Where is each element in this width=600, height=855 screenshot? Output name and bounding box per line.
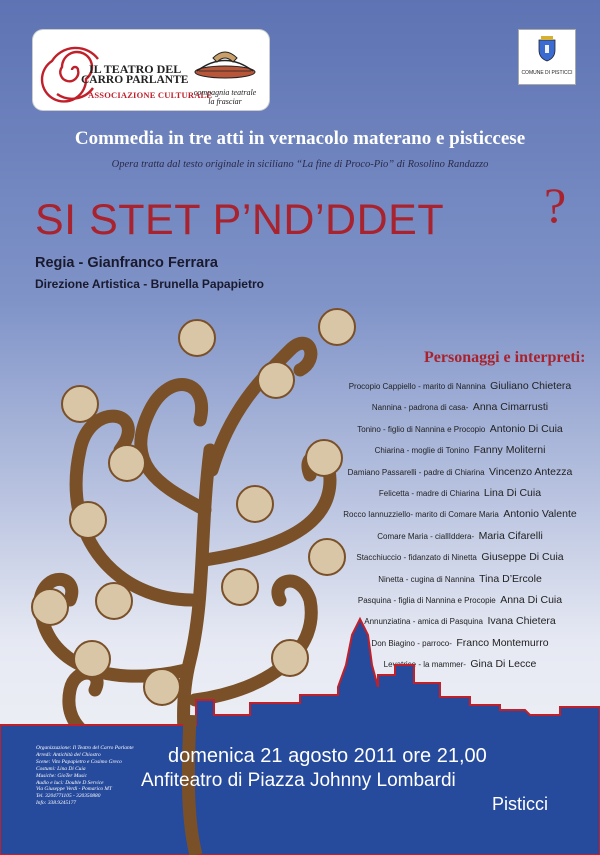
subtitle: Commedia in tre atti in vernacolo materano e pisticcese xyxy=(74,128,526,149)
play-title: SI STET P’ND’DDET xyxy=(35,196,445,244)
comune-crest-icon xyxy=(537,36,557,62)
cast-row: Damiano Passarelli - padre di Chiarina Vincenzo Antezza xyxy=(347,465,573,478)
portrait-bubble xyxy=(306,440,342,476)
company-label: compagnia teatrale la frasciar xyxy=(193,88,257,106)
portrait-bubble xyxy=(258,362,294,398)
comune-logo-box xyxy=(518,29,576,85)
theatre-association-label: ASSOCIAZIONE CULTURALE xyxy=(88,90,213,100)
director-line: Regia - Gianfranco Ferrara xyxy=(35,255,218,271)
event-date: domenica 21 agosto 2011 ore 21,00 xyxy=(168,745,487,767)
portrait-bubble xyxy=(62,386,98,422)
portrait-bubble xyxy=(179,320,215,356)
cast-row: Stacchiuccio - fidanzato di Ninetta Giuseppe Di Cuia xyxy=(356,551,564,564)
event-venue: Anfiteatro di Piazza Johnny Lombardi xyxy=(141,770,456,791)
theatre-logo-box xyxy=(33,30,269,110)
cast-row: Tonino - figlio di Nannina e Procopio Antonio Di Cuia xyxy=(357,422,563,435)
cast-row: Procopio Cappiello - marito di Nannina Giuliano Chietera xyxy=(348,380,572,392)
portrait-bubble xyxy=(109,445,145,481)
cast-row: Pasquina - figlia di Nannina e Procopie Anna Di Cuia xyxy=(357,593,563,606)
tree-branch-upper-left xyxy=(141,385,205,510)
cast-row: Felicetta - madre di Chiarina Lina Di Cuia xyxy=(378,486,542,499)
theatre-name-line1: IL TEATRO DEL xyxy=(89,62,182,76)
title-question-mark: ? xyxy=(544,177,567,233)
artistic-direction-line: Direzione Artistica - Brunella Papapietro xyxy=(35,277,264,291)
cast-heading: Personaggi e interpreti: xyxy=(424,349,586,366)
portrait-bubble xyxy=(70,502,106,538)
cast-row: Annunziatina - amica di Pasquina Ivana Chietera xyxy=(364,615,556,628)
portrait-bubble xyxy=(237,486,273,522)
portrait-bubble xyxy=(222,569,258,605)
theatre-name-line2: CARRO PARLANTE xyxy=(81,74,189,86)
production-credits: Organizzazione: Il Teatro del Carro Parlante Arredi: Antichità del Chiostro Scene: Vito Papapietro e Cosimo Greco Costumi: Lina Di Cuia Musiche: GioTer Music Audio e luci: Double D Service Via Giuseppe Verdi - Pomarico MT Tel. 3204771105 - 320350880 Info: 338.9245177 xyxy=(36,745,134,807)
cast-row: Rocco Iannuzziello- marito di Comare Maria Antonio Valente xyxy=(343,508,577,521)
cast-row: Nannina - padrona di casa- Anna Cimarrusti xyxy=(371,401,549,414)
cast-row: Don Biagino - parroco- Franco Montemurro xyxy=(371,636,549,649)
portrait-bubble xyxy=(96,583,132,619)
event-town: Pisticci xyxy=(492,794,549,814)
tree-branch-upper-right xyxy=(212,343,311,470)
source-note: Opera tratta dal testo originale in siciliano “La fine di Proco-Pio” di Rosolino Randazzo xyxy=(111,159,489,170)
cast-row: Levatrice - la mammer- Gina Di Lecce xyxy=(383,658,537,671)
comune-label: COMUNE DI PISTICCI xyxy=(521,70,573,76)
frasciar-basin-logo xyxy=(185,44,265,84)
cast-row: Comare Maria - ciallIddera- Maria Cifarelli xyxy=(377,529,543,542)
cast-row: Ninetta - cugina di Nannina Tina D’Ercole xyxy=(378,572,542,585)
portrait-bubble xyxy=(319,309,355,345)
cast-row: Chiarina - moglie di Tonino Fanny Moliterni xyxy=(374,444,546,457)
